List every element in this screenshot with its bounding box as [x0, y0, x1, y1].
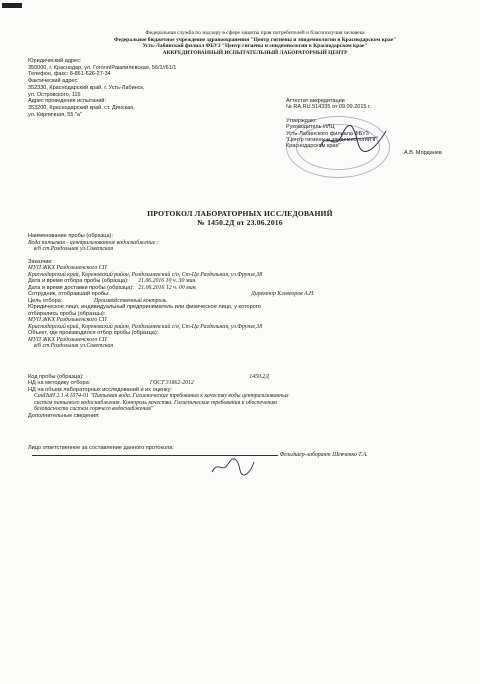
sampler-value: Директор Клевеоров А.Н. — [251, 291, 315, 297]
actual-address-value-1: 352330, Краснодарский край, г. Усть-Лабинск, — [28, 84, 145, 91]
delivery-datetime-value: 21.06.2016 12 ч. 00 мин. — [138, 284, 197, 291]
protocol-body — [28, 233, 468, 458]
scope-label: НД на объем лабораторных исследований и их оценку: — [28, 386, 172, 393]
purpose-value: Производственный контроль — [94, 297, 167, 304]
method-value: ГОСТ 31862-2012 — [149, 380, 194, 386]
sampling-datetime-value: 21.06.2016 10 ч. 30 мин. — [138, 278, 197, 284]
testing-address-value-1: 353200, Краснодарский край, ст. Динская, — [28, 104, 135, 111]
header-line-4: АККРЕДИТОВАННЫЙ ИСПЫТАТЕЛЬНЫЙ ЛАБОРАТОРНЫЙ ЦЕНТР — [162, 49, 348, 56]
object-name: МУП ЖКХ Раздольненского СП — [28, 336, 107, 343]
approved-label: Утверждаю: — [286, 117, 317, 124]
actual-address-value-2: ул. Островского, 115 — [28, 91, 81, 98]
addresses-block — [28, 58, 278, 118]
responsible-label: Лицо ответственное за составление данного протокола: — [28, 445, 174, 451]
extra-info-label: Дополнительные сведения: — [28, 412, 100, 419]
center-line-2: Краснодарском крае" — [286, 143, 341, 150]
legal-address-label: Юридический адрес: — [28, 58, 82, 64]
scope-value-2: систем питьевого водоснабжения. Контроль качества. Гигиенические требования к обеспечению — [34, 399, 278, 406]
approver-signature — [318, 125, 388, 155]
sampler-label: Сотрудник, отобравший пробы: — [28, 291, 110, 297]
sample-name-value: Вода питьевая - централизованное водоснабжение : — [28, 239, 159, 246]
scope-value-1: СанПиН 2.1.4.1074-01 "Питьевая вода. Гигиенические требования к качеству воды централизованных — [34, 393, 289, 399]
responsible-signature — [210, 458, 256, 476]
branch-label: Усть-Лабинского филиала ФБУЗ — [286, 130, 369, 137]
entity-address: Краснодарский край, Кореновский район, Раздольненский с/о, Ст-Ца Раздольная, ул.Фрунзе,38 — [28, 323, 263, 330]
testing-address-value-2: ул. Кирпичная, 55 "а" — [28, 111, 82, 118]
customer-name: МУП ЖКХ Раздольненского СП — [28, 265, 107, 271]
entity-label-1: Юридическое лицо, индивидуальный предприниматель или физическое лицо, у которого — [28, 304, 261, 310]
method-label: НД на методику отбора: — [28, 380, 91, 386]
head-label: Руководитель ИЛЦ — [286, 124, 335, 131]
legal-address-value: 350000, г. Краснодар, ул. Гоголя/Рашпилевская, 56/1//61/1 — [28, 64, 177, 71]
responsible-value: Фельдшер-лаборант Шевченко Т.А. — [279, 451, 368, 458]
code-value: 1450.2Д — [249, 373, 269, 380]
entity-name: МУП ЖКХ Раздольненского СП — [28, 317, 107, 323]
header-line-3: Усть-Лабинский филиал ФБУЗ "Центр гигиены и эпидемиологии в Краснодарском крае" — [142, 43, 368, 50]
actual-address-label: Фактический адрес: — [28, 78, 79, 85]
accreditation-value: № RA.RU.514335 от 09.09.2015 г. — [286, 104, 371, 111]
approver-name: А.В. Морданев — [404, 149, 442, 156]
responsible-signature-line — [32, 455, 278, 456]
purpose-label: Цель отбора: — [28, 297, 63, 304]
object-label: Объект, где производился отбор пробы (образца): — [28, 330, 159, 336]
scope-value-3: безопасности систем горячего водоснабжения" — [34, 406, 154, 412]
phone-fax: Телефон, факс: 8-861-626-27-34 — [28, 71, 111, 78]
organization-header — [40, 30, 470, 56]
customer-address: Краснодарский край, Кореновский район, Раздольненский с/о, Ст-Ца Раздольная, ул.Фрунзе,38 — [28, 271, 263, 278]
sample-name-label: Наименование пробы (образца): — [28, 233, 113, 239]
delivery-datetime-label: Дата и время доставки пробы (образца): — [28, 284, 134, 291]
header-line-1: Федеральная служба по надзору в сфере защиты прав потребителей и благополучия человека — [145, 30, 365, 36]
sample-name-value-2: в/б ст.Раздольная ул.Советская — [34, 246, 114, 252]
customer-label: Заказчик: — [28, 258, 53, 265]
accreditation-label: Аттестат аккредитации — [286, 98, 345, 104]
center-line-1: "Центр гигиены и эпидемиологии в — [286, 137, 376, 144]
testing-address-label: Адрес проведения испытаний: — [28, 98, 107, 105]
sampling-datetime-label: Дата и время отбора пробы (образца): — [28, 278, 129, 284]
corner-mark — [2, 3, 22, 8]
title-line-1: ПРОТОКОЛ ЛАБОРАТОРНЫХ ИССЛЕДОВАНИЙ — [147, 209, 333, 218]
object-place: в/б ст.Раздольная ул.Советская — [34, 343, 114, 349]
protocol-title — [0, 209, 480, 227]
entity-label-2: отбирались пробы (образцы): — [28, 310, 106, 317]
title-line-2: № 1450.2Д от 23.06.2016 — [197, 218, 283, 227]
code-label: Код пробы (образца): — [28, 373, 84, 380]
header-line-2: Федеральное бюджетное учреждение здравоохранения "Центр гигиены и эпидемиологии в Краснодарском крае" — [113, 36, 397, 43]
